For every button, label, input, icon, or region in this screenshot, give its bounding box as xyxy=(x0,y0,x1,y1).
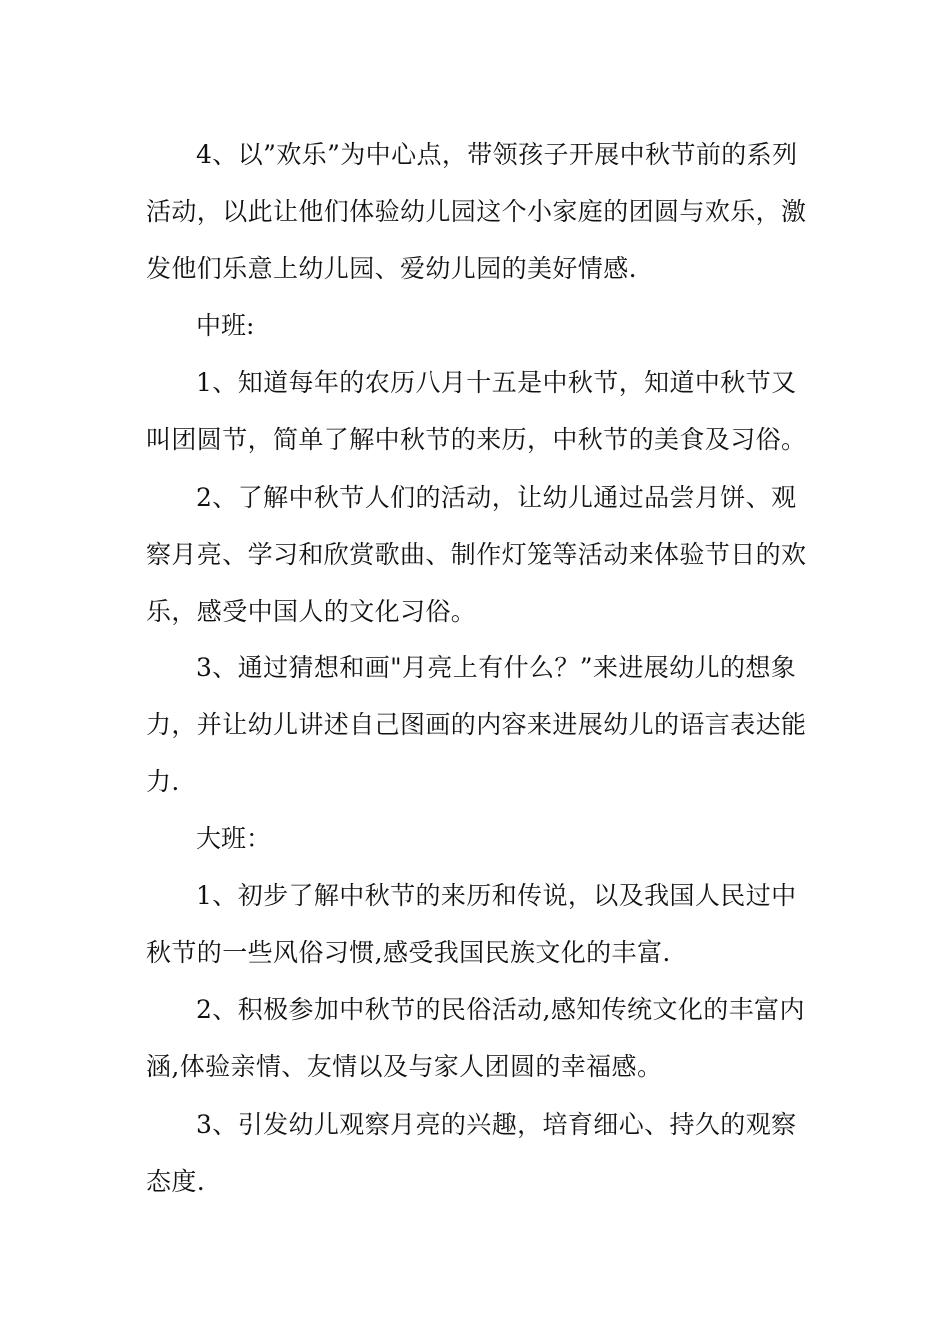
paragraph-middle-goal-2: 2、了解中秋节人们的活动，让幼儿通过品尝月饼、观察月亮、学习和欣赏歌曲、制作灯笼等活动来体验节日的欢乐，感受中国人的文化习俗。 xyxy=(146,483,807,626)
paragraph-middle-goal-3: 3、通过猜想和画"月亮上有什么？”来进展幼儿的想象力，并让幼儿讲述自己图画的内容来进展幼儿的语言表达能力. xyxy=(146,653,807,796)
paragraph-middle-goal-1: 1、知道每年的农历八月十五是中秋节，知道中秋节又叫团圆节，简单了解中秋节的来历，中秋节的美食及习俗。 xyxy=(146,368,807,454)
paragraph-goal-4: 4、以”欢乐”为中心点，带领孩子开展中秋节前的系列活动，以此让他们体验幼儿园这个小家庭的团圆与欢乐，激发他们乐意上幼儿园、爱幼儿园的美好情感. xyxy=(146,140,807,283)
heading-middle-class: 中班: xyxy=(196,311,255,340)
paragraph-senior-goal-1: 1、初步了解中秋节的来历和传说，以及我国人民过中秋节的一些风俗习惯,感受我国民族文化的丰富. xyxy=(146,881,797,967)
paragraph-senior-goal-3: 3、引发幼儿观察月亮的兴趣，培育细心、持久的观察态度. xyxy=(146,1110,797,1196)
paragraph-senior-goal-2: 2、积极参加中秋节的民俗活动,感知传统文化的丰富内涵,体验亲情、友情以及与家人团圆的幸福感。 xyxy=(146,995,805,1081)
heading-senior-class: 大班： xyxy=(196,824,272,853)
